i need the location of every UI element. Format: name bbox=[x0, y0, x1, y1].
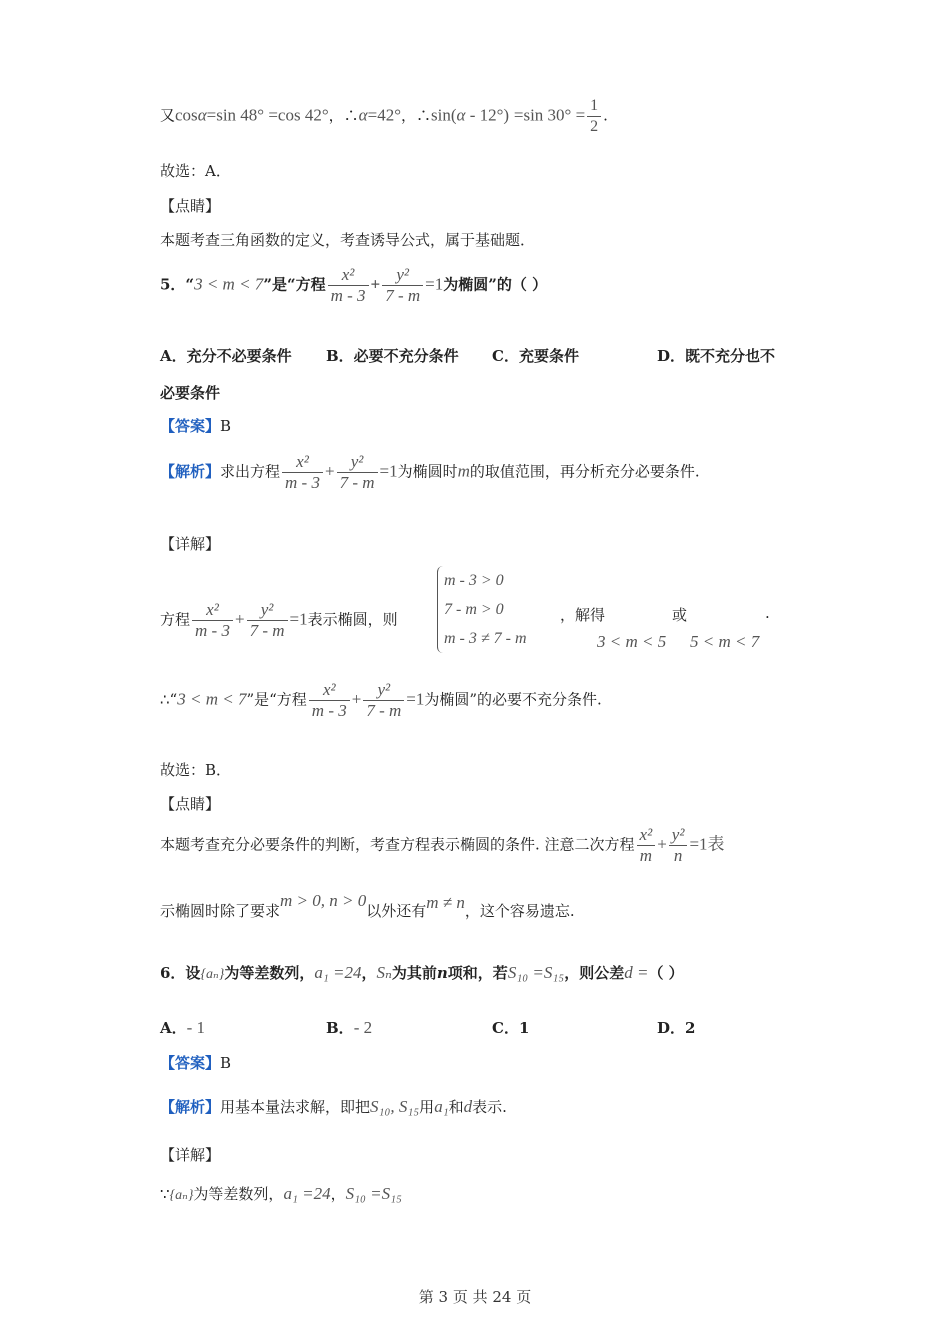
note-5-line1: 本题考查充分必要条件的判断，考查方程表示椭圆的条件. 注意二次方程 $\frac{\text{x²}}{m}$ + $\frac{\text{y²}}{n}$ =1表 bbox=[160, 825, 725, 865]
heading-xiangjie-5: 【详解】 bbox=[160, 535, 221, 553]
answer-5: 【答案】B bbox=[160, 417, 232, 435]
option-6d: D．2 bbox=[657, 1019, 696, 1037]
solve-text: ，解得 bbox=[560, 606, 606, 624]
option-5c: C．充要条件 bbox=[492, 347, 579, 365]
heading-dianjing-5: 【点睛】 bbox=[160, 795, 221, 813]
option-5a: A．充分不必要条件 bbox=[160, 347, 292, 365]
range-1: 3 < m < 5 bbox=[597, 632, 667, 651]
heading-xiangjie-6: 【详解】 bbox=[160, 1146, 221, 1164]
period: . bbox=[765, 604, 770, 622]
analysis-6: 【解析】用基本量法求解，即把S₁₀, S₁₅用a₁和d表示. bbox=[160, 1097, 507, 1116]
heading-dianjing-4: 【点睛】 bbox=[160, 197, 221, 215]
inequality-system: m - 3 > 0 7 - m > 0 m - 3 ≠ 7 - m bbox=[437, 566, 527, 653]
note-4: 本题考查三角函数的定义，考查诱导公式，属于基础题． bbox=[160, 231, 536, 249]
note-5-line2: 示椭圆时除了要求m > 0, n > 0以外还有m ≠ n，这个容易遗忘. bbox=[160, 891, 575, 920]
detail-6: ∵{aₙ}为等差数列，a₁ =24，S₁₀ =S₁₅ bbox=[160, 1184, 402, 1203]
question-6: 6．设{aₙ}为等差数列，a₁ =24，Sₙ为其前n项和，若S₁₀ =S₁₅，则公差d =（ ） bbox=[160, 963, 684, 982]
answer-6: 【答案】B bbox=[160, 1054, 232, 1072]
question-5: 5．“3 < m < 7”是“方程 $\frac{\text{x²}}{m - 3}$ + $\frac{\text{y²}}{7 - m}$ =1为椭圆”的（ ） bbox=[160, 265, 548, 305]
option-5d-cont: 必要条件 bbox=[160, 384, 221, 402]
option-6a: A．- 1 bbox=[160, 1018, 206, 1037]
page-footer: 第 3 页 共 24 页 bbox=[418, 1288, 532, 1306]
conclusion-5: ∴“3 < m < 7”是“方程 $\frac{\text{x²}}{m - 3}$ + $\frac{\text{y²}}{7 - m}$ =1为椭圆”的必要不充分条件. bbox=[160, 680, 602, 720]
option-5d: D．既不充分也不 bbox=[657, 347, 776, 365]
answer-choice-5: 故选：B． bbox=[160, 761, 232, 779]
detail-5-line1: 方程 $\frac{\text{x²}}{m - 3}$ + $\frac{\text{y²}}{7 - m}$ =1表示椭圆，则 bbox=[160, 600, 398, 640]
answer-choice-4: 故选：A． bbox=[160, 162, 231, 180]
option-5b: B．必要不充分条件 bbox=[326, 347, 459, 365]
option-6b: B．- 2 bbox=[326, 1018, 373, 1037]
line-trig-result: 又cosα=sin 48° =cos 42°，∴α=42°，∴sin(α - 12°) =sin 30° = $\frac{1}{2}$ . bbox=[160, 97, 608, 135]
range-2: 5 < m < 7 bbox=[690, 632, 760, 651]
analysis-5: 【解析】求出方程 $\frac{\text{x²}}{m - 3}$ + $\frac{\text{y²}}{7 - m}$ =1为椭圆时m的取值范围，再分析充分必要条件. bbox=[160, 452, 700, 492]
option-6c: C．1 bbox=[492, 1019, 530, 1037]
or-text: 或 bbox=[672, 606, 688, 624]
